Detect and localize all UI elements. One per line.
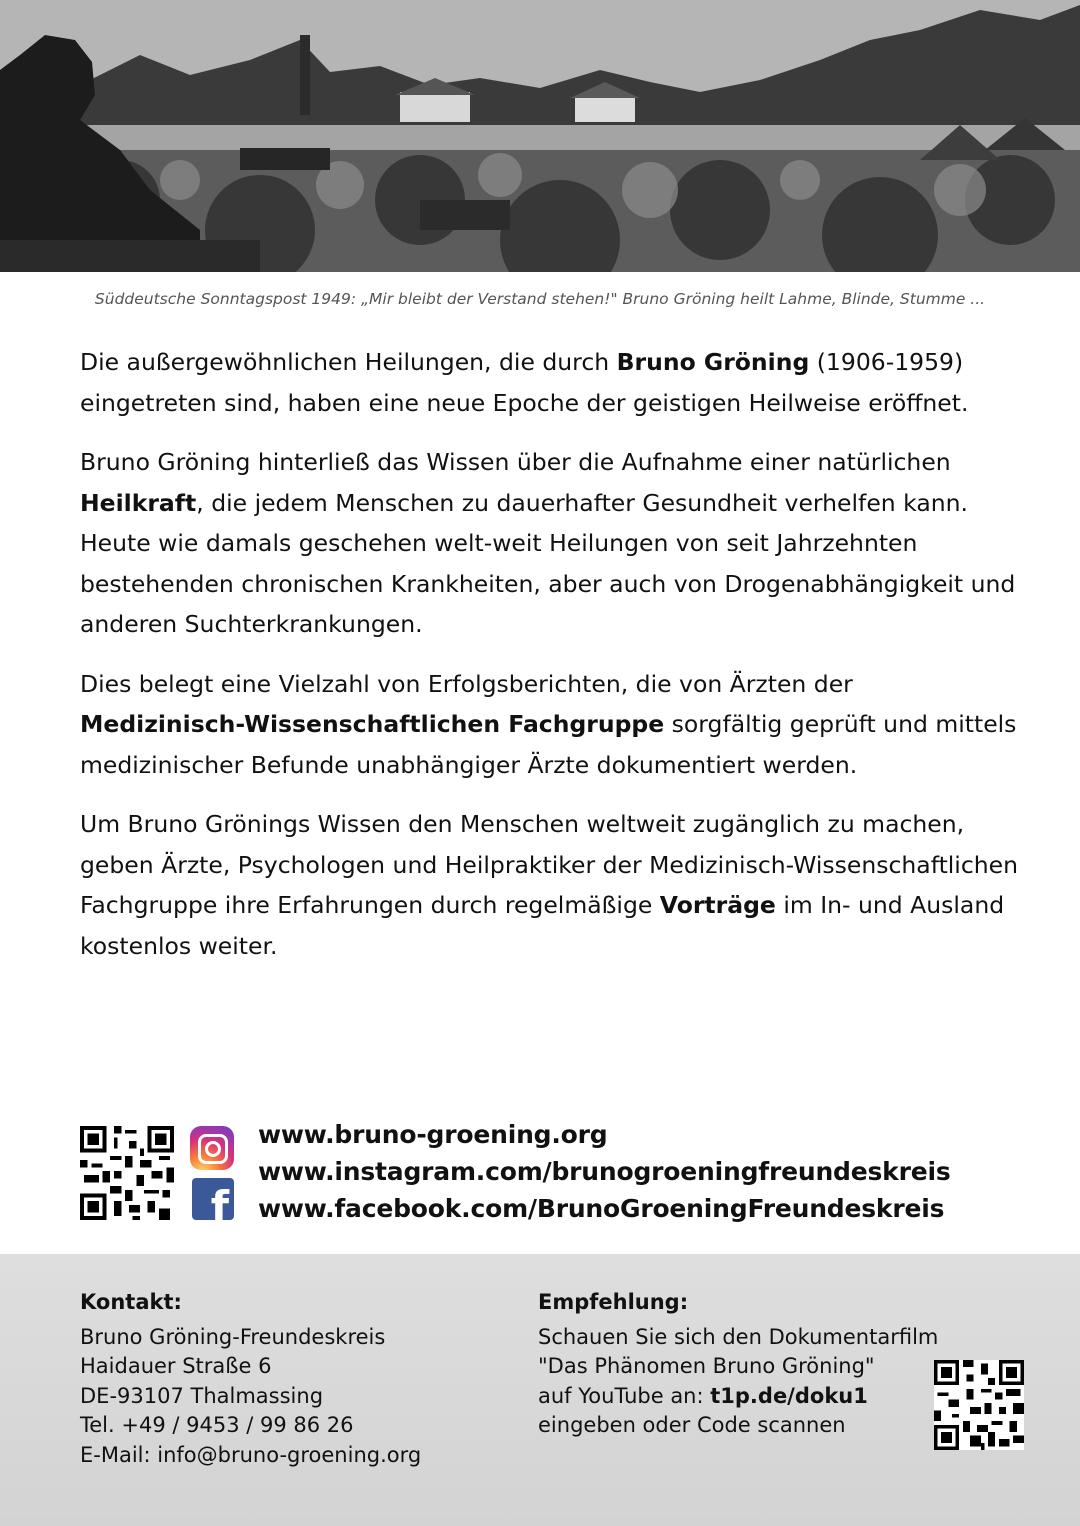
instagram-icon[interactable] bbox=[190, 1126, 234, 1170]
main-text bbox=[80, 342, 1020, 985]
photo-caption: Süddeutsche Sonntagspost 1949: „Mir bleibt der Verstand stehen!" Bruno Gröning heilt Lahme, Blinde, Stumme ... bbox=[94, 290, 986, 308]
paragraph-text: im In- und Ausland kostenlos weiter. bbox=[80, 891, 1005, 960]
paragraph-text: Bruno Gröning hinterließ das Wissen über die Aufnahme einer natürlichen bbox=[80, 448, 951, 476]
contact-heading: Kontakt: bbox=[80, 1290, 182, 1314]
paragraph-text: sorgfältig geprüft und mittels medizinischer Befunde unabhängiger Ärzte dokumentiert werden. bbox=[80, 710, 1017, 779]
qr-code-icon[interactable] bbox=[934, 1360, 1024, 1450]
crowd-photo bbox=[0, 0, 1080, 272]
contact-city: DE-93107 Thalmassing bbox=[80, 1383, 324, 1408]
recommendation-block bbox=[538, 1288, 938, 1441]
paragraph-text: , die jedem Menschen zu dauerhafter Gesundheit verhelfen kann. Heute wie damals geschehen welt-weit Heilungen von seit Jahrzehnten bestehenden chronischen Krankheiten, aber auch von Drogenabhängigkeit und anderen Suchterkrankungen. bbox=[80, 488, 1016, 638]
bold-vortraege: Vorträge bbox=[659, 891, 776, 919]
paragraph-text: Die außergewöhnlichen Heilungen, die durch bbox=[80, 348, 617, 376]
paragraph-reports bbox=[80, 664, 1020, 786]
qr-code-icon[interactable] bbox=[80, 1126, 174, 1220]
recommendation-line1: Schauen Sie sich den Dokumentarfilm bbox=[538, 1324, 939, 1349]
bold-name: Bruno Gröning bbox=[616, 348, 810, 376]
contact-block bbox=[80, 1288, 421, 1470]
instagram-link[interactable]: www.instagram.com/brunogroeningfreundeskreis bbox=[258, 1157, 951, 1186]
paragraph-text: Um Bruno Grönings Wissen den Menschen weltweit zugänglich zu machen, geben Ärzte, Psychologen und Heilpraktiker der Medizinisch-Wissenschaftlichen Fachgruppe ihre Erfahrungen durch regelmäßige bbox=[80, 810, 1019, 919]
contact-email[interactable]: E-Mail: info@bruno-groening.org bbox=[80, 1442, 422, 1467]
recommendation-line2: "Das Phänomen Bruno Gröning" bbox=[538, 1354, 875, 1378]
contact-phone[interactable]: Tel. +49 / 9453 / 99 86 26 bbox=[80, 1413, 354, 1437]
bold-fachgruppe: Medizinisch-Wissenschaftlichen Fachgruppe bbox=[80, 710, 665, 738]
contact-street: Haidauer Straße 6 bbox=[80, 1354, 272, 1378]
recommendation-heading: Empfehlung: bbox=[538, 1290, 689, 1314]
paragraph-intro bbox=[80, 342, 1020, 423]
footer bbox=[0, 1254, 1080, 1526]
website-link[interactable]: www.bruno-groening.org bbox=[258, 1120, 608, 1149]
recommendation-line3 bbox=[538, 1382, 938, 1412]
contact-name: Bruno Gröning-Freundeskreis bbox=[80, 1324, 386, 1349]
paragraph-heilkraft bbox=[80, 442, 1020, 645]
recommendation-line3-text: auf YouTube an: bbox=[538, 1383, 711, 1408]
paragraph-text: (1906-1959) eingetreten sind, haben eine neue Epoche der geistigen Heilweise eröffnet. bbox=[80, 348, 969, 417]
youtube-short-link[interactable]: t1p.de/doku1 bbox=[710, 1383, 868, 1408]
facebook-icon[interactable]: f bbox=[192, 1178, 234, 1220]
links-block bbox=[80, 1116, 1040, 1226]
crowd-photo-drawing bbox=[0, 0, 1080, 272]
facebook-link[interactable]: www.facebook.com/BrunoGroeningFreundeskreis bbox=[258, 1194, 945, 1223]
link-list bbox=[258, 1116, 1048, 1227]
recommendation-line4: eingeben oder Code scannen bbox=[538, 1413, 846, 1437]
paragraph-lectures bbox=[80, 804, 1020, 966]
paragraph-text: Dies belegt eine Vielzahl von Erfolgsberichten, die von Ärzten der bbox=[80, 669, 853, 698]
bold-heilkraft: Heilkraft bbox=[80, 488, 197, 517]
